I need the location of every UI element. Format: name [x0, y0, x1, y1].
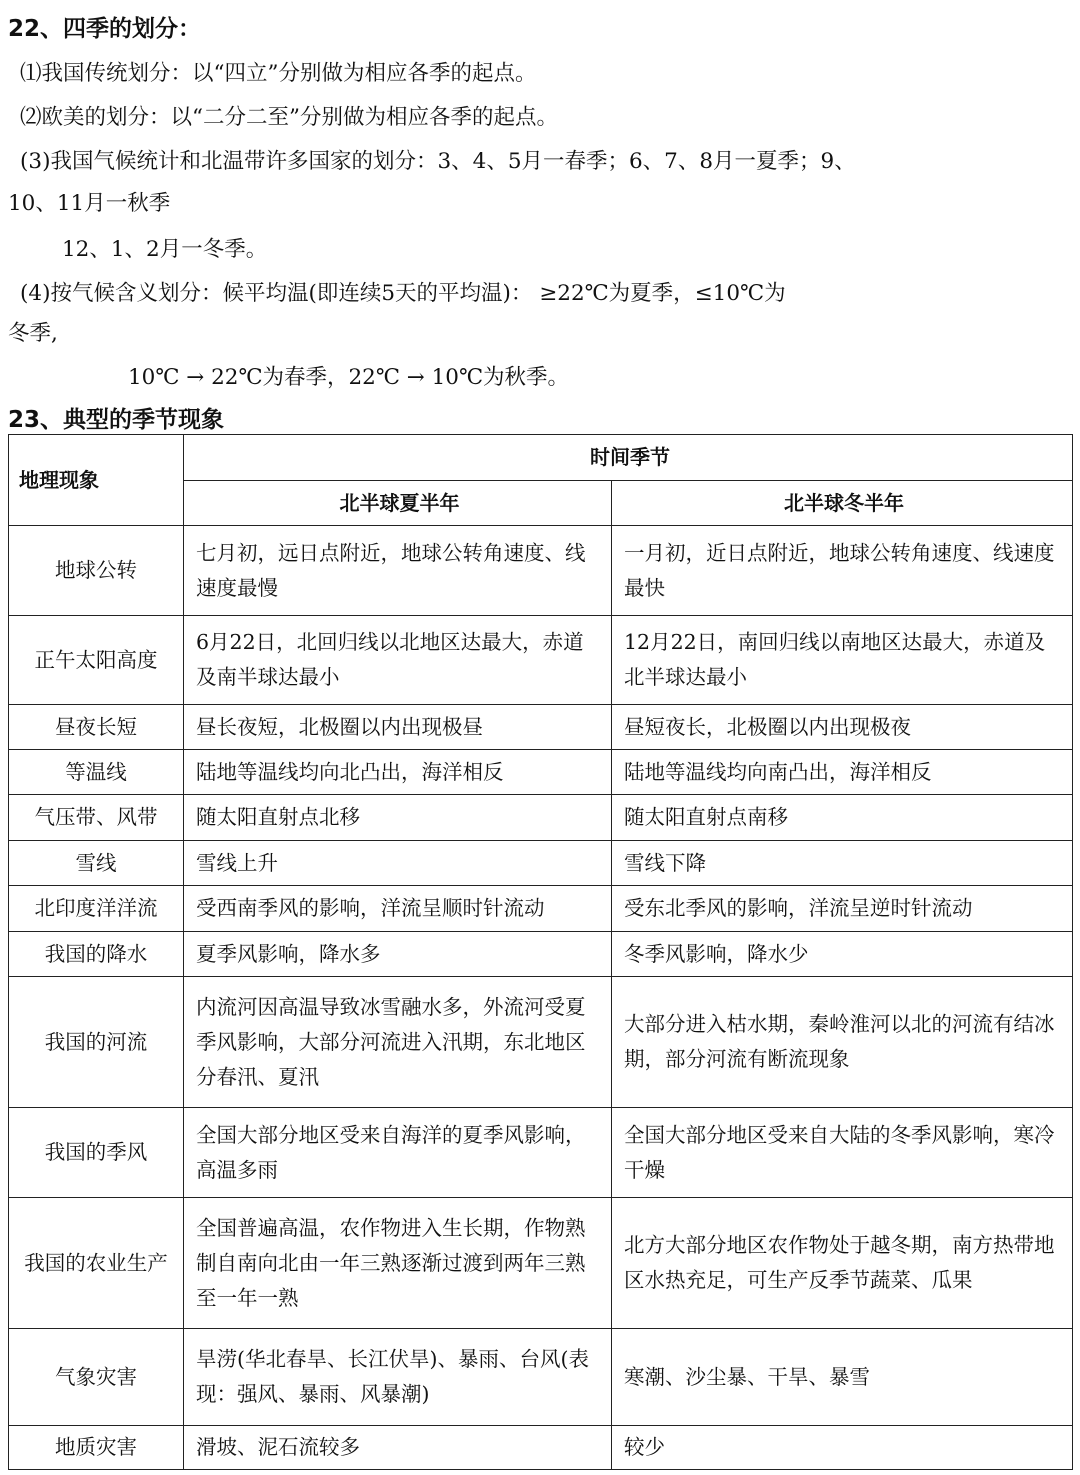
header-winter-half: 北半球冬半年 — [612, 481, 1073, 526]
text-line: ⑴我国传统划分：以“四立”分别做为相应各季的起点。 — [20, 61, 537, 86]
table-row — [9, 750, 1073, 795]
winter-cell: 较少 — [612, 1426, 1073, 1470]
summer-cell: 七月初，远日点附近，地球公转角速度、线速度最慢 — [184, 526, 612, 616]
table-row — [9, 1108, 1073, 1198]
table-row — [9, 1426, 1073, 1470]
season-phenomena-table — [8, 434, 1073, 1470]
table-row — [9, 841, 1073, 886]
phenomenon-cell: 正午太阳高度 — [9, 616, 184, 705]
text-line: ⑵欧美的划分：以“二分二至”分别做为相应各季的起点。 — [20, 105, 558, 130]
winter-cell: 陆地等温线均向南凸出，海洋相反 — [612, 750, 1073, 795]
table-row — [9, 795, 1073, 841]
table-row — [9, 977, 1073, 1108]
summer-cell: 旱涝(华北春旱、长江伏旱)、暴雨、台风(表现：强风、暴雨、风暴潮) — [184, 1329, 612, 1426]
table-row — [9, 1198, 1073, 1329]
text-line: 12、1、2月一冬季。 — [62, 237, 268, 262]
phenomenon-cell: 等温线 — [9, 750, 184, 795]
section-23-heading: 23、典型的季节现象 — [8, 407, 225, 433]
header-time-season: 时间季节 — [184, 435, 1073, 481]
summer-cell: 全国普遍高温，农作物进入生长期，作物熟制自南向北由一年三熟逐渐过渡到两年三熟至一年一熟 — [184, 1198, 612, 1329]
text-line: (4)按气候含义划分：候平均温(即连续5天的平均温)： ≥22℃为夏季，≤10℃为 — [20, 281, 786, 306]
header-phenomenon: 地理现象 — [9, 435, 184, 526]
text-line: 10、11月一秋季 — [8, 191, 171, 216]
winter-cell: 冬季风影响，降水少 — [612, 932, 1073, 977]
summer-cell: 全国大部分地区受来自海洋的夏季风影响，高温多雨 — [184, 1108, 612, 1198]
phenomenon-cell: 我国的季风 — [9, 1108, 184, 1198]
table-row — [9, 526, 1073, 616]
summer-cell: 雪线上升 — [184, 841, 612, 886]
phenomenon-cell: 昼夜长短 — [9, 705, 184, 750]
summer-cell: 6月22日，北回归线以北地区达最大，赤道及南半球达最小 — [184, 616, 612, 705]
table-row — [9, 886, 1073, 932]
phenomenon-cell: 地球公转 — [9, 526, 184, 616]
summer-cell: 受西南季风的影响，洋流呈顺时针流动 — [184, 886, 612, 932]
section-22-heading: 22、四季的划分： — [8, 16, 202, 42]
phenomenon-cell: 气象灾害 — [9, 1329, 184, 1426]
winter-cell: 雪线下降 — [612, 841, 1073, 886]
winter-cell: 寒潮、沙尘暴、干旱、暴雪 — [612, 1329, 1073, 1426]
phenomenon-cell: 雪线 — [9, 841, 184, 886]
text-line: 冬季, — [8, 321, 58, 346]
summer-cell: 滑坡、泥石流较多 — [184, 1426, 612, 1470]
header-summer-half: 北半球夏半年 — [184, 481, 612, 526]
summer-cell: 昼长夜短，北极圈以内出现极昼 — [184, 705, 612, 750]
winter-cell: 大部分进入枯水期，秦岭淮河以北的河流有结冰期，部分河流有断流现象 — [612, 977, 1073, 1108]
phenomenon-cell: 我国的降水 — [9, 932, 184, 977]
summer-cell: 陆地等温线均向北凸出，海洋相反 — [184, 750, 612, 795]
summer-cell: 随太阳直射点北移 — [184, 795, 612, 841]
winter-cell: 一月初，近日点附近，地球公转角速度、线速度最快 — [612, 526, 1073, 616]
winter-cell: 受东北季风的影响，洋流呈逆时针流动 — [612, 886, 1073, 932]
winter-cell: 北方大部分地区农作物处于越冬期，南方热带地区水热充足，可生产反季节蔬菜、瓜果 — [612, 1198, 1073, 1329]
table-row — [9, 705, 1073, 750]
phenomenon-cell: 我国的河流 — [9, 977, 184, 1108]
phenomenon-cell: 气压带、风带 — [9, 795, 184, 841]
winter-cell: 随太阳直射点南移 — [612, 795, 1073, 841]
winter-cell: 12月22日，南回归线以南地区达最大，赤道及北半球达最小 — [612, 616, 1073, 705]
text-line: (3)我国气候统计和北温带许多国家的划分：3、4、5月一春季；6、7、8月一夏季；9、 — [20, 149, 856, 174]
table-row — [9, 1329, 1073, 1426]
winter-cell: 昼短夜长，北极圈以内出现极夜 — [612, 705, 1073, 750]
phenomenon-cell: 地质灾害 — [9, 1426, 184, 1470]
summer-cell: 内流河因高温导致冰雪融水多，外流河受夏季风影响，大部分河流进入汛期，东北地区分春汛、夏汛 — [184, 977, 612, 1108]
summer-cell: 夏季风影响，降水多 — [184, 932, 612, 977]
table-row — [9, 616, 1073, 705]
table-row — [9, 932, 1073, 977]
table-header-row — [9, 435, 1073, 481]
winter-cell: 全国大部分地区受来自大陆的冬季风影响，寒冷干燥 — [612, 1108, 1073, 1198]
phenomenon-cell: 我国的农业生产 — [9, 1198, 184, 1329]
phenomenon-cell: 北印度洋洋流 — [9, 886, 184, 932]
text-line: 10℃ → 22℃为春季，22℃ → 10℃为秋季。 — [128, 365, 570, 390]
